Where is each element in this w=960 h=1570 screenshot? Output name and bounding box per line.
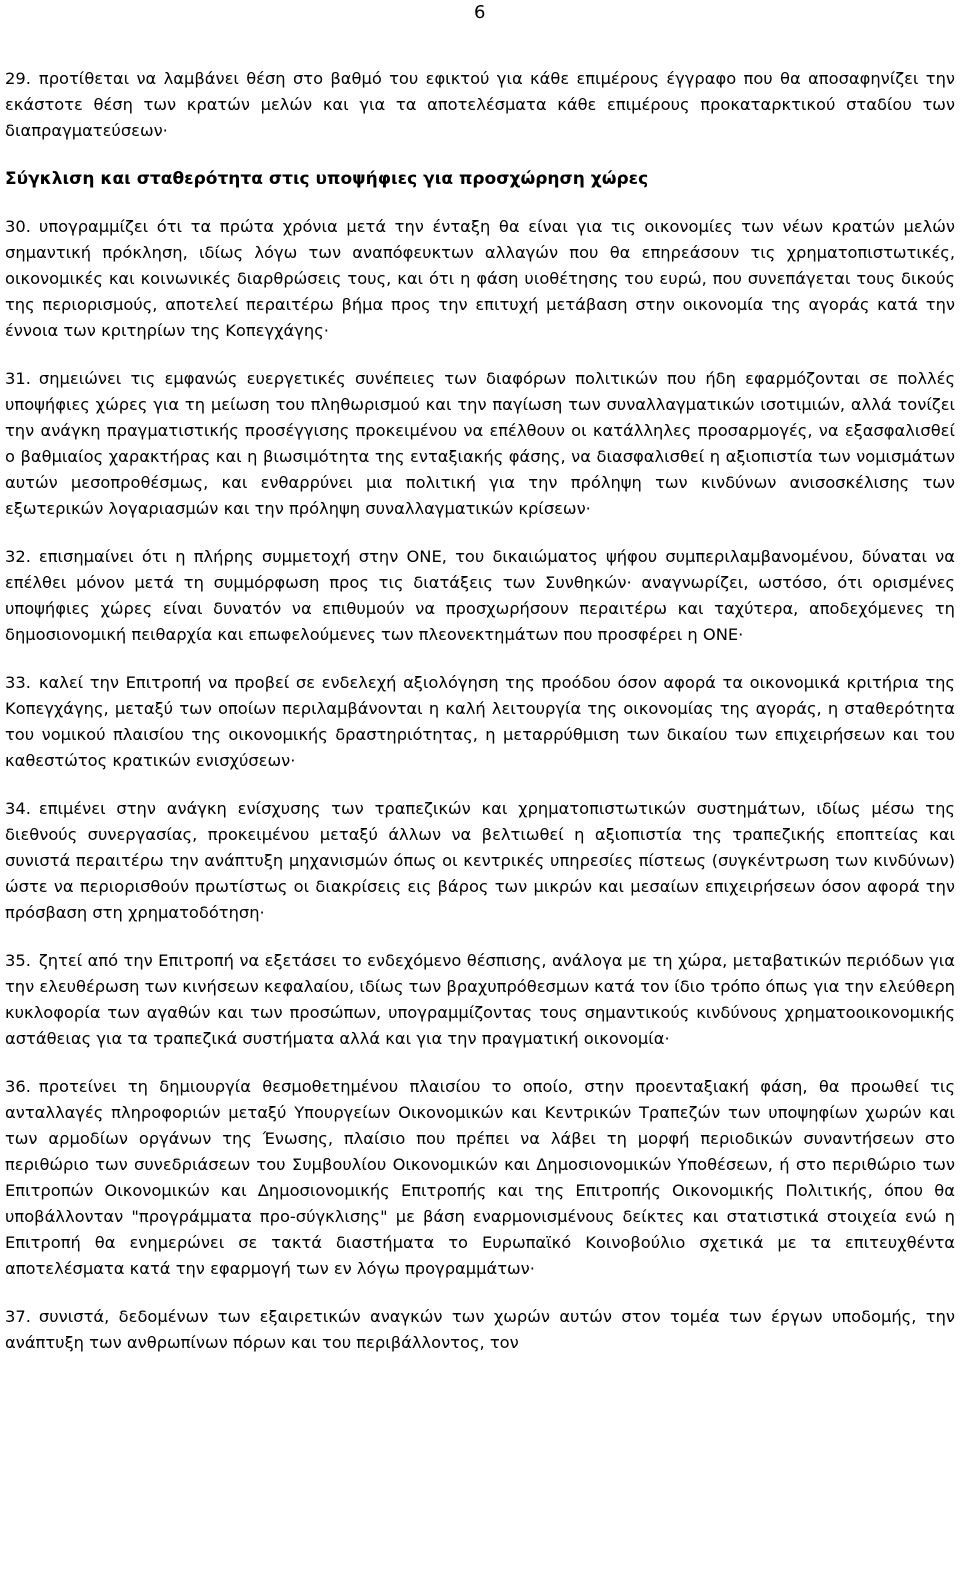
paragraph-text: σημειώνει τις εμφανώς ευεργετικές συνέπειες των διαφόρων πολιτικών που ήδη εφαρμόζονται σε πολλές υποψήφιες χώρες για τη μείωση του πληθωρισμού και την παγίωση των συναλλαγματικών ισοτιμιών, αλλά τονίζει την ανάγκη πραγματιστικής προσέγγισης προκειμένου να επέλθουν οι κατάλληλες προσαρμογές, να εξασφαλισθεί ο βαθμιαίος χαρακτήρας και η βιωσιμότητα της ενταξιακής φάσης, να διασφαλισθεί η αξιοπιστία των νομισμάτων αυτών μεσοπροθέσμως, και ενθαρρύνει μια πολιτική για την πρόληψη των κινδύνων ανισοσκέλισης των εξωτερικών λογαριασμών και την πρόληψη συναλλαγματικών κρίσεων· <box>5 369 955 518</box>
paragraph-29 <box>5 66 955 144</box>
section-heading: Σύγκλιση και σταθερότητα στις υποψήφιες για προσχώρηση χώρες <box>5 169 649 189</box>
paragraph-31 <box>5 366 955 522</box>
paragraph-35 <box>5 948 955 1052</box>
paragraph-text: προτείνει τη δημιουργία θεσμοθετημένου πλαισίου το οποίο, στην προενταξιακή φάση, θα προωθεί τις ανταλλαγές πληροφοριών μεταξύ Υπουργείων Οικονομικών και Κεντρικών Τραπεζών των υποψηφίων χωρών και των αρμοδίων οργάνων της Ένωσης, πλαίσιο που πρέπει να λάβει τη μορφή περιοδικών συναντήσεων στο περιθώριο των συνεδριάσεων του Συμβουλίου Οικονομικών και Δημοσιονομικών Υποθέσεων, ή στο περιθώριο των Επιτροπών Οικονομικών και Δημοσιονομικής Επιτροπής και της Επιτροπής Οικονομικής Πολιτικής, όπου θα υποβάλλονταν "προγράμματα προ-σύγκλισης" με βάση εναρμονισμένους δείκτες και στατιστικά στοιχεία ενώ η Επιτροπή θα ενημερώνει σε τακτά διαστήματα το Ευρωπαϊκό Κοινοβούλιο σχετικά με τα επιτευχθέντα αποτελέσματα κατά την εφαρμογή των εν λόγω προγραμμάτων· <box>5 1077 955 1278</box>
page-number: 6 <box>474 2 486 23</box>
paragraph-37 <box>5 1304 955 1356</box>
paragraph-number: 35. <box>5 951 31 970</box>
paragraph-number: 29. <box>5 69 31 88</box>
paragraph-text: ζητεί από την Επιτροπή να εξετάσει το ενδεχόμενο θέσπισης, ανάλογα με τη χώρα, μεταβατικών περιόδων για την ελευθέρωση των κινήσεων κεφαλαίου, ιδίως των βραχυπρόθεσμων κατά τον ίδιο τρόπο όπως για την ελεύθερη κυκλοφορία των αγαθών και των προσώπων, υπογραμμίζοντας τους σημαντικούς κινδύνους χρηματοοικονομικής αστάθειας για τα τραπεζικά συστήματα αλλά και για την πραγματική οικονομία· <box>5 951 955 1048</box>
document-body <box>5 66 955 1356</box>
paragraph-32 <box>5 544 955 648</box>
paragraph-text: προτίθεται να λαμβάνει θέση στο βαθμό του εφικτού για κάθε επιμέρους έγγραφο που θα αποσαφηνίζει την εκάστοτε θέση των κρατών μελών και για τα αποτελέσματα κάθε επιμέρους προκαταρκτικού σταδίου των διαπραγματεύσεων· <box>5 69 955 140</box>
paragraph-33 <box>5 670 955 774</box>
paragraph-number: 37. <box>5 1307 31 1326</box>
paragraph-text: επισημαίνει ότι η πλήρης συμμετοχή στην ΟΝΕ, του δικαιώματος ψήφου συμπεριλαμβανομένου, δύναται να επέλθει μόνον μετά τη συμμόρφωση προς τις διατάξεις των Συνθηκών· αναγνωρίζει, ωστόσο, ότι ορισμένες υποψήφιες χώρες είναι δυνατόν να επιθυμούν να προσχωρήσουν περαιτέρω και ταχύτερα, αποδεχόμενες τη δημοσιονομική πειθαρχία και επωφελούμενες των πλεονεκτημάτων που προσφέρει η ΟΝΕ· <box>5 547 955 644</box>
paragraph-number: 32. <box>5 547 31 566</box>
paragraph-30 <box>5 214 955 344</box>
paragraph-number: 30. <box>5 217 31 236</box>
paragraph-text: καλεί την Επιτροπή να προβεί σε ενδελεχή αξιολόγηση της προόδου όσον αφορά τα οικονομικά κριτήρια της Κοπεγχάγης, μεταξύ των οποίων περιλαμβάνονται η καλή λειτουργία της οικονομίας της αγοράς, η σταθερότητα του νομικού πλαισίου της οικονομικής δραστηριότητας, η μεταρρύθμιση των δικαίου των επιχειρήσεων και του καθεστώτος κρατικών ενισχύσεων· <box>5 673 955 770</box>
paragraph-text: υπογραμμίζει ότι τα πρώτα χρόνια μετά την ένταξη θα είναι για τις οικονομίες των νέων κρατών μελών σημαντική πρόκληση, ιδίως λόγω των αναπόφευκτων αλλαγών που θα επηρεάσουν τις χρηματοπιστωτικές, οικονομικές και κοινωνικές διαρθρώσεις τους, και ότι η φάση υιοθέτησης του ευρώ, που συνεπάγεται τους δικούς της περιορισμούς, αποτελεί περαιτέρω βήμα προς την επιτυχή μετάβαση στην οικονομία της αγοράς κατά την έννοια των κριτηρίων της Κοπεγχάγης· <box>5 217 955 340</box>
paragraph-34 <box>5 796 955 926</box>
paragraph-number: 33. <box>5 673 31 692</box>
paragraph-text: επιμένει στην ανάγκη ενίσχυσης των τραπεζικών και χρηματοπιστωτικών συστημάτων, ιδίως μέσω της διεθνούς συνεργασίας, προκειμένου μεταξύ άλλων να βελτιωθεί η αξιοπιστία της τραπεζικής εποπτείας και συνιστά περαιτέρω την ανάπτυξη μηχανισμών όπως οι κεντρικές υπηρεσίες πίστεως (συγκέντρωση των κινδύνων) ώστε να περιορισθούν πρωτίστως οι διακρίσεις εις βάρος των μικρών και μεσαίων επιχειρήσεων όσον αφορά την πρόσβαση στη χρηματοδότηση· <box>5 799 955 922</box>
paragraph-number: 34. <box>5 799 31 818</box>
paragraph-36 <box>5 1074 955 1282</box>
paragraph-number: 36. <box>5 1077 31 1096</box>
paragraph-number: 31. <box>5 369 31 388</box>
paragraph-text: συνιστά, δεδομένων των εξαιρετικών αναγκών των χωρών αυτών στον τομέα των έργων υποδομής, την ανάπτυξη των ανθρωπίνων πόρων και του περιβάλλοντος, τον <box>5 1307 955 1352</box>
